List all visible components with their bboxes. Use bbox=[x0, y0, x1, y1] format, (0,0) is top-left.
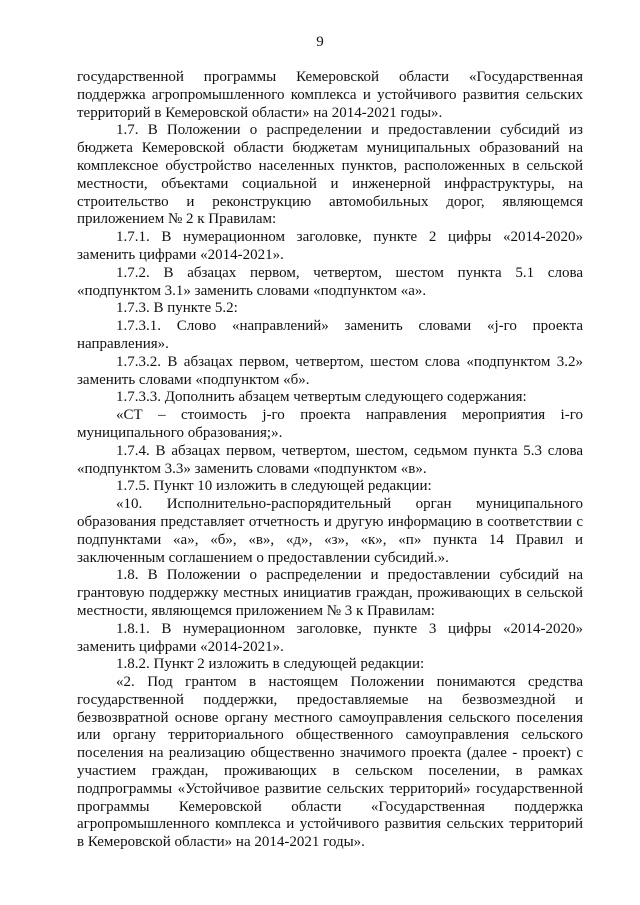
paragraph-1-8: 1.8. В Положении о распределении и предоставлении субсидий на грантовую поддержку местных инициатив граждан, проживающих в сельской местности, являющемся приложением № 3 к Правилам: bbox=[77, 567, 583, 619]
paragraph-1-7-3-1: 1.7.3.1. Слово «направлений» заменить словами «j-го проекта направления». bbox=[77, 318, 583, 352]
paragraph-1-7-5: 1.7.5. Пункт 10 изложить в следующей редакции: bbox=[116, 478, 432, 495]
paragraph-1-7-4: 1.7.4. В абзацах первом, четвертом, шестом, седьмом пункта 5.3 слова «подпунктом 3.3» заменить словами «подпунктом «в». bbox=[77, 442, 583, 477]
paragraph-continuation: государственной программы Кемеровской области «Государственная поддержка агропромышленного комплекса и устойчивого развития сельских территорий в Кемеровской области» на 2014-2021 годы». bbox=[77, 69, 583, 121]
paragraph-1-7-3-3: 1.7.3.3. Дополнить абзацем четвертым следующего содержания: bbox=[116, 389, 527, 406]
paragraph-quote-10: «10. Исполнительно-распорядительный орган муниципального образования представляет отчетность и другую информацию в соответствии с подпунктами «а», «б», «в», «д», «з», «к», «п» пункта 14 Правил и заключенным соглашением о предоставлении субсидий.». bbox=[77, 496, 583, 566]
paragraph-1-7-1: 1.7.1. В нумерационном заголовке, пункте 2 цифры «2014-2020» заменить цифрами «2014-2021». bbox=[77, 229, 583, 263]
document-body bbox=[77, 69, 583, 852]
paragraph-1-7: 1.7. В Положении о распределении и предоставлении субсидий из бюджета Кемеровской области бюджетам муниципальных образований на комплексное обустройство населенных пунктов, расположенных в сельской местности, объектами социальной и инженерной инфраструктуры, на строительство и реконструкцию автомобильных дорог, являющемся приложением № 2 к Правилам: bbox=[77, 122, 583, 228]
paragraph-1-7-3: 1.7.3. В пункте 5.2: bbox=[116, 300, 238, 317]
paragraph-1-8-2: 1.8.2. Пункт 2 изложить в следующей редакции: bbox=[116, 656, 425, 673]
paragraph-quote-st: «СТ – стоимость j-го проекта направления мероприятия i-го муниципального образования;». bbox=[77, 407, 583, 441]
paragraph-quote-2: «2. Под грантом в настоящем Положении понимаются средства государственной поддержки, предоставляемые на безвозмездной и безвозвратной основе органу местного самоуправления сельского поселения или органу территориального общественного самоуправления сельского поселения на реализацию общественно значимого проекта (далее - проект) с участием граждан, проживающих в сельском поселении, в рамках подпрограммы «Устойчивое развитие сельских территорий» государственной программы Кемеровской области «Государственная поддержка агропромышленного комплекса и устойчивого развития сельских территорий в Кемеровской области» на 2014-2021 годы». bbox=[77, 674, 583, 851]
paragraph-1-7-2: 1.7.2. В абзацах первом, четвертом, шестом пункта 5.1 слова «подпунктом 3.1» заменить словами «подпунктом «а». bbox=[77, 264, 583, 299]
paragraph-1-8-1: 1.8.1. В нумерационном заголовке, пункте 3 цифры «2014-2020» заменить цифрами «2014-2021». bbox=[77, 620, 583, 655]
paragraph-1-7-3-2: 1.7.3.2. В абзацах первом, четвертом, шестом слова «подпунктом 3.2» заменить словами «подпунктом «б». bbox=[77, 353, 583, 388]
page-number: 9 bbox=[316, 34, 324, 50]
